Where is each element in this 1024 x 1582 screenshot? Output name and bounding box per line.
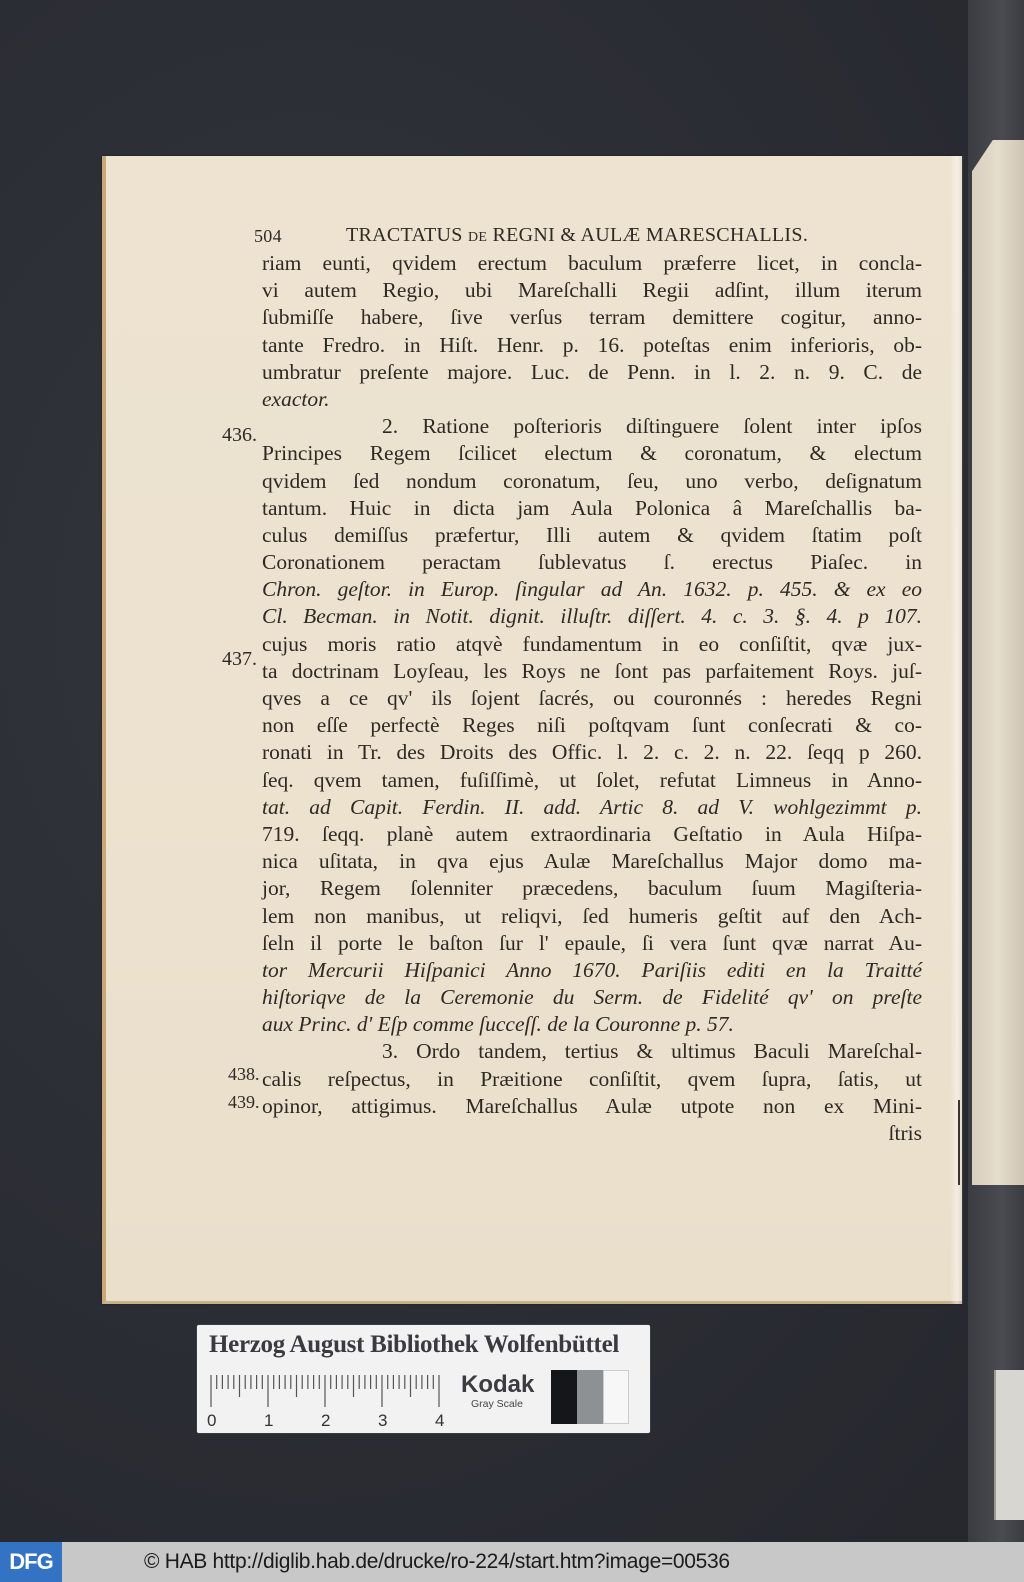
ruler (207, 1375, 446, 1430)
ruler-label: 1 (264, 1411, 274, 1430)
facing-page-edge (972, 140, 1024, 1185)
library-name: Herzog August Bibliothek Wolfenbüttel (209, 1331, 620, 1358)
text-line: ſeq. qvem tamen, fuſiſſimè, ut ſolet, refutat Limneus in Anno- (262, 767, 922, 792)
text-line: nica uſitata, in qva ejus Aulæ Mareſchallus Major domo ma- (262, 849, 922, 874)
text-line: umbratur preſente majore. Luc. de Penn. in l. 2. n. 9. C. de (262, 359, 922, 384)
margin-number-437: 437. (222, 648, 257, 670)
text-line: 2. Ratione poſterioris diſtinguere ſolent inter ipſos (382, 414, 922, 439)
page-header (254, 222, 914, 250)
text-line: tante Fredro. in Hiſt. Henr. p. 16. poteſtas enim inferioris, ob- (262, 332, 922, 357)
text-line: opinor, attigimus. Mareſchallus Aulæ utpote non ex Mini- (262, 1093, 922, 1118)
text-line: aux Princ. d' Eſp comme ſucceſſ. de la Couronne p. 57. (262, 1012, 734, 1037)
text-line: ſeln il porte le baſton ſur l' epaule, ſi vera ſunt qvæ narrat Au- (262, 930, 922, 955)
text-line: jor, Regem ſolenniter præcedens, baculum ſuum Magiſteria- (262, 876, 922, 901)
ruler-label: 4 (435, 1411, 445, 1430)
text-line: ſubmiſſe habere, ſive verſus terram demittere cogitur, anno- (262, 305, 922, 330)
copyright-url: © HAB http://diglib.hab.de/drucke/ro-224/start.htm?image=00536 (144, 1550, 730, 1573)
text-line: tat. ad Capit. Ferdin. II. add. Artic 8. ad V. wohlgezimmt p. (262, 794, 922, 819)
text-line: lem non manibus, ut reliqvi, ſed humeris geſtit auf den Ach- (262, 903, 922, 928)
page-crease (950, 156, 964, 1304)
text-line: tor Mercurii Hiſpanici Anno 1670. Pariſiis editi en la Traitté (262, 957, 922, 982)
ruler-ticks-icon (210, 1375, 446, 1415)
text-line: Coronationem peractam ſublevatus ſ. erectus Piaſec. in (262, 550, 922, 575)
black-swatch (551, 1370, 577, 1424)
ruler-label: 2 (321, 1411, 331, 1430)
ruler-label: 0 (207, 1411, 217, 1430)
page-number: 504 (254, 226, 282, 246)
text-line: 719. ſeqq. planè autem extraordinaria Geſtatio in Aula Hiſpa- (262, 821, 922, 846)
color-target-card (197, 1325, 650, 1433)
text-line: ta doctrinam Loyſeau, les Roys ne ſont pas parfaitement Roys. juſ- (262, 658, 922, 683)
running-title: TRACTATUS de REGNI & AULÆ MARESCHALLIS. (346, 224, 809, 246)
text-line: culus demiſſus præfertur, Illi autem & qvidem ſtatim poſt (262, 522, 922, 547)
margin-number-439: 439. (228, 1092, 260, 1112)
ruler-label: 3 (378, 1411, 388, 1430)
text-line: vi autem Regio, ubi Mareſchalli Regii adſint, illum iterum (262, 278, 922, 303)
text-line: tantum. Huic in dicta jam Aula Polonica â Mareſchallis ba- (262, 495, 922, 520)
text-line: Cl. Becman. in Notit. dignit. illuſtr. diſſert. 4. c. 3. §. 4. p 107. (262, 604, 922, 629)
kodak-logo: Kodak (461, 1371, 535, 1398)
text-line: qvidem ſed nondum coronatum, ſeu, uno verbo, deſignatum (262, 468, 922, 493)
text-line: cujus moris ratio atqvè fundamentum in eo conſiſtit, qvæ jux- (262, 631, 922, 656)
gray-swatch (577, 1370, 603, 1424)
footer-bar (0, 1542, 1024, 1582)
text-line: 3. Ordo tandem, tertius & ultimus Baculi Mareſchal- (382, 1039, 922, 1064)
crease-mark (958, 1100, 960, 1185)
margin-number-436: 436. (222, 424, 257, 446)
margin-number-438: 438. (228, 1064, 260, 1084)
dfg-logo: DFG (0, 1542, 62, 1582)
spine-label (994, 1370, 1024, 1520)
text-line: riam eunti, qvidem erectum baculum præferre licet, in concla- (262, 251, 922, 275)
text-line: ronati in Tr. des Droits des Offic. l. 2. c. 2. n. 22. ſeqq p 260. (262, 740, 922, 765)
white-swatch (603, 1370, 629, 1424)
text-line: qves a ce qv' ils ſojent ſacrés, ou couronnés : heredes Regni (262, 686, 922, 710)
text-line: Principes Regem ſcilicet electum & coronatum, & electum (262, 441, 922, 466)
text-line: calis reſpectus, in Præitione conſiſtit, qvem ſupra, ſatis, ut (262, 1066, 922, 1091)
catchword: ſtris (888, 1121, 922, 1145)
text-line: non eſſe perfectè Reges niſi poſtqvam ſunt conſecrati & co- (262, 713, 922, 738)
gray-scale-label: Gray Scale (471, 1398, 523, 1410)
text-line: exactor. (262, 386, 330, 411)
text-line: Chron. geſtor. in Europ. ſingular ad An. 1632. p. 455. & ex eo (262, 577, 922, 602)
text-line: hiſtoriqve de la Ceremonie du Serm. de Fidelité qv' on preſte (262, 985, 922, 1010)
body-text (262, 250, 922, 1147)
